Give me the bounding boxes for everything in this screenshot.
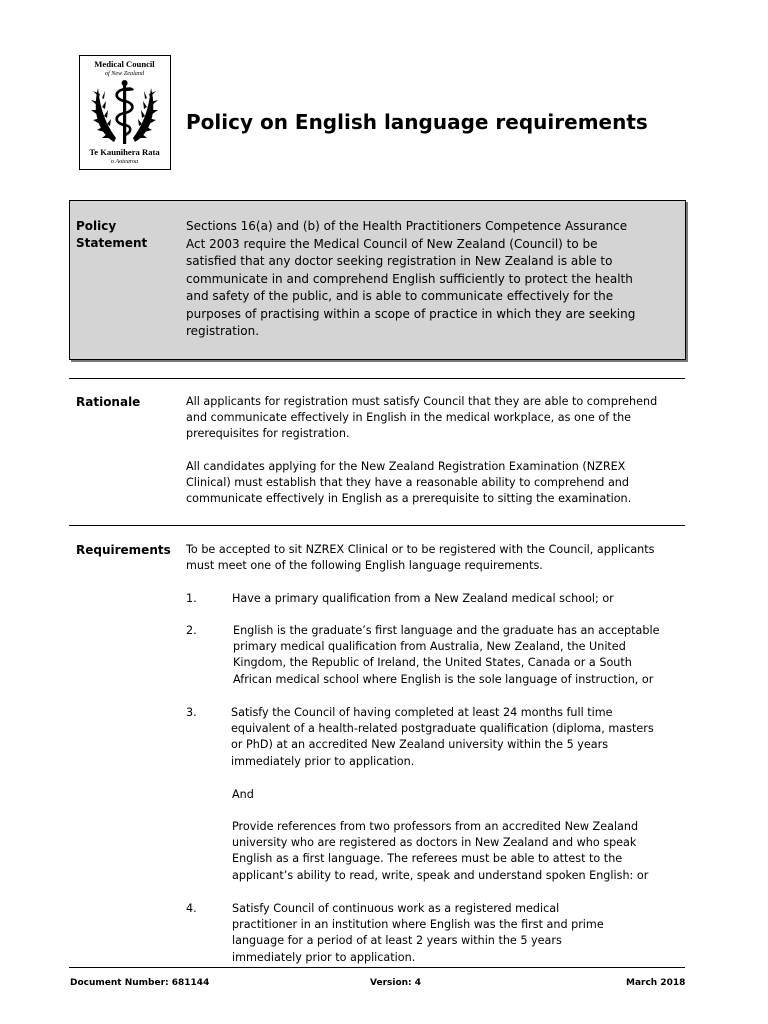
policy-text-line: registration.	[186, 324, 260, 338]
rationale-line: All applicants for registration must satisfy Council that they are able to comprehend	[186, 395, 658, 408]
list-item-line: Satisfy the Council of having completed at least 24 months full time	[231, 706, 613, 719]
list-item-line: English as a first language. The referees must be able to attest to the	[232, 852, 623, 866]
list-item-number: 2.	[186, 624, 197, 637]
list-item-line: Satisfy Council of continuous work as a registered medical	[232, 902, 560, 915]
policy-statement-text	[186, 218, 635, 341]
list-item-line: immediately prior to application.	[232, 950, 416, 964]
logo-line-2: of New Zealand	[104, 70, 145, 77]
list-item-line: Provide references from two professors from an accredited New Zealand	[232, 820, 639, 833]
list-item	[231, 705, 654, 770]
list-item-line: English is the graduate’s first language and the graduate has an acceptable	[233, 624, 660, 637]
policy-statement-label	[76, 218, 147, 252]
logo-line-1: Medical Council	[94, 59, 155, 69]
document-date: March 2018	[626, 978, 686, 988]
list-item-line: practitioner in an institution where English was the first and prime	[232, 918, 604, 932]
list-item-line: university who are registered as doctors in New Zealand and who speak	[232, 836, 637, 850]
caduceus-with-fern-wreath-icon	[80, 56, 169, 168]
requirements-label: Requirements	[76, 543, 171, 557]
policy-text-line: Act 2003 require the Medical Council of New Zealand (Council) to be	[186, 236, 598, 251]
list-item-line: African medical school where English is the sole language of instruction, or	[233, 672, 654, 686]
policy-text-line: communicate in and comprehend English sufficiently to protect the health	[186, 271, 633, 286]
list-item-number: 3.	[186, 706, 197, 719]
medical-council-logo	[79, 55, 171, 170]
policy-text-line: Sections 16(a) and (b) of the Health Practitioners Competence Assurance	[186, 219, 628, 233]
policy-text-line: and safety of the public, and is able to communicate effectively for the	[186, 289, 614, 303]
list-item-line: or PhD) at an accredited New Zealand university within the 5 years	[231, 738, 609, 752]
document-version: Version: 4	[370, 978, 422, 988]
requirements-intro	[186, 542, 654, 574]
section-divider	[69, 525, 685, 526]
list-item-line: applicant’s ability to read, write, speak and understand spoken English: or	[232, 868, 649, 882]
policy-text-line: purposes of practising within a scope of practice in which they are seeking	[186, 306, 636, 321]
list-item-number: 4.	[186, 902, 197, 915]
rationale-line: and communicate effectively in English in the medical workplace, as one of the	[186, 411, 632, 425]
list-item	[233, 623, 660, 688]
rationale-label: Rationale	[76, 395, 141, 409]
requirements-intro-line: must meet one of the following English language requirements.	[186, 559, 543, 573]
list-item-number: 1.	[186, 592, 197, 605]
list-item-line: equivalent of a health-related postgraduate qualification (diploma, masters	[231, 722, 654, 736]
and-label: And	[232, 788, 254, 801]
rationale-paragraph-2	[186, 459, 631, 508]
page-title: Policy on English language requirements	[186, 110, 648, 134]
rationale-line: communicate effectively in English as a prerequisite to sitting the examination.	[186, 492, 632, 506]
list-item-line: Have a primary qualification from a New Zealand medical school; or	[232, 592, 614, 605]
logo-line-3: Te Kaunihera Rata	[89, 147, 160, 157]
rationale-line: Clinical) must establish that they have a reasonable ability to comprehend and	[186, 476, 629, 490]
list-item-line: immediately prior to application.	[231, 754, 415, 768]
list-item	[232, 591, 614, 607]
list-item-line: primary medical qualification from Australia, New Zealand, the United	[233, 640, 626, 654]
requirements-intro-line: To be accepted to sit NZREX Clinical or to be registered with the Council, applicants	[186, 543, 655, 556]
logo-line-4: o Aotearoa	[110, 158, 139, 165]
policy-label-line: Policy	[76, 219, 117, 233]
rationale-paragraph-1	[186, 394, 657, 443]
rationale-line: All candidates applying for the New Zealand Registration Examination (NZREX	[186, 460, 626, 473]
section-divider	[69, 378, 685, 379]
list-item-line: Kingdom, the Republic of Ireland, the United States, Canada or a South	[233, 656, 632, 670]
footer-divider	[69, 967, 685, 968]
rationale-line: prerequisites for registration.	[186, 427, 350, 441]
list-item	[232, 901, 604, 966]
policy-label-line: Statement	[76, 236, 148, 250]
policy-text-line: satisfied that any doctor seeking registration in New Zealand is able to	[186, 254, 613, 268]
list-item-line: language for a period of at least 2 years within the 5 years	[232, 934, 562, 948]
document-number: Document Number: 681144	[70, 978, 210, 988]
list-item-sub-paragraph	[232, 819, 648, 884]
